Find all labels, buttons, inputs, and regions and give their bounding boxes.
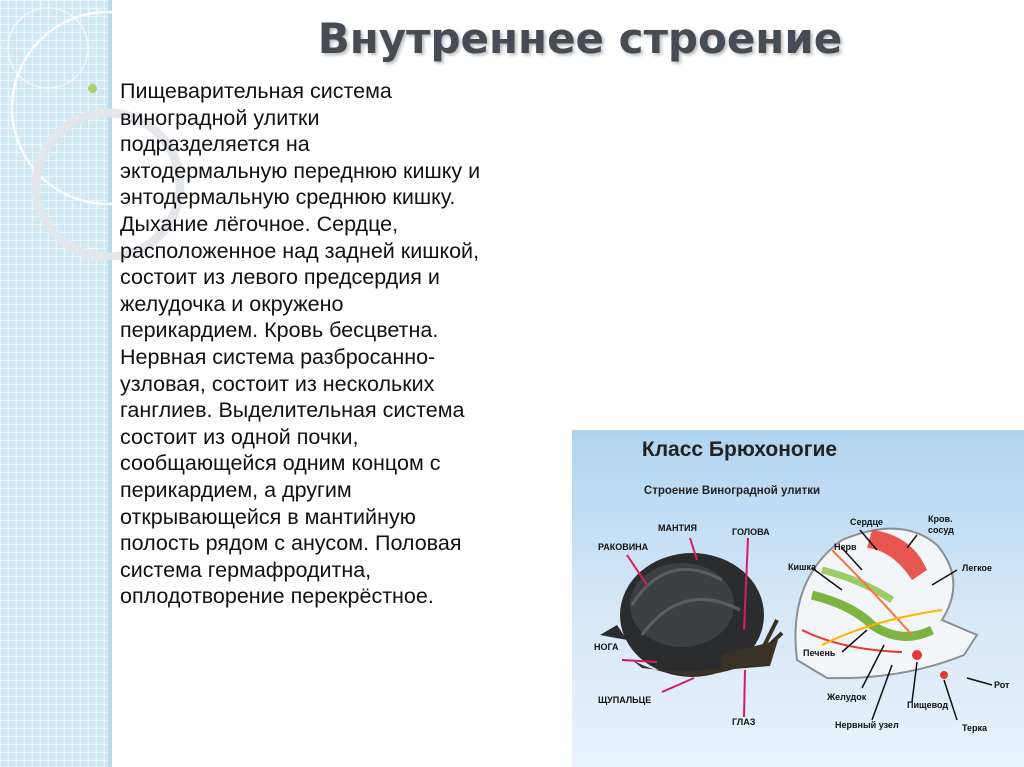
- bullet-dot-icon: [88, 84, 97, 93]
- label-tentacle: ЩУПАЛЬЦЕ: [598, 695, 652, 705]
- label-ganglion: Нервный узел: [835, 720, 899, 730]
- figure-subtitle: Строение Виноградной улитки: [643, 485, 821, 497]
- label-foot: НОГА: [594, 642, 619, 652]
- slide-body-text: Пищеварительная система виноградной улитки подразделяется на эктодермальную переднюю кишку и энтодермальную среднюю кишку. Дыхание лёгочное. Сердце, расположенное над задней кишкой, состоит из левого предсердия и желудочка и окружено перикардием. Кровь бесцветна. Нервная система разбросанно- узловая, состоит из нескольких ганглиев. Выделительная система состоит из одной почки, сообщающейся одним концом с перикардием, а другим открывающейся в мантийную полость рядом с анусом. Половая система гермафродитна, оплодотворение перекрёстное.: [120, 79, 481, 609]
- label-heart: Сердце: [850, 517, 884, 527]
- label-mantle: МАНТИЯ: [658, 523, 697, 533]
- label-nerve: Нерв: [834, 542, 857, 552]
- figure-title: Класс Брюхоногие: [641, 438, 838, 461]
- label-stomach: Желудок: [827, 692, 867, 702]
- label-shell: РАКОВИНА: [598, 542, 649, 552]
- label-vessel: Кров. сосуд: [928, 514, 954, 535]
- snail-illustration: [572, 430, 1024, 767]
- label-esophagus: Пищевод: [907, 700, 949, 710]
- slide-title: Внутреннее строение: [317, 14, 843, 63]
- label-intestine: Кишка: [788, 562, 817, 572]
- label-eye: ГЛАЗ: [732, 717, 756, 727]
- label-mouth: Рот: [994, 680, 1010, 690]
- label-radula: Терка: [962, 723, 988, 733]
- label-liver: Печень: [803, 648, 836, 658]
- snail-anatomy-figure: [572, 430, 1024, 767]
- label-lung: Легкое: [962, 563, 992, 573]
- label-head: ГОЛОВА: [732, 527, 770, 537]
